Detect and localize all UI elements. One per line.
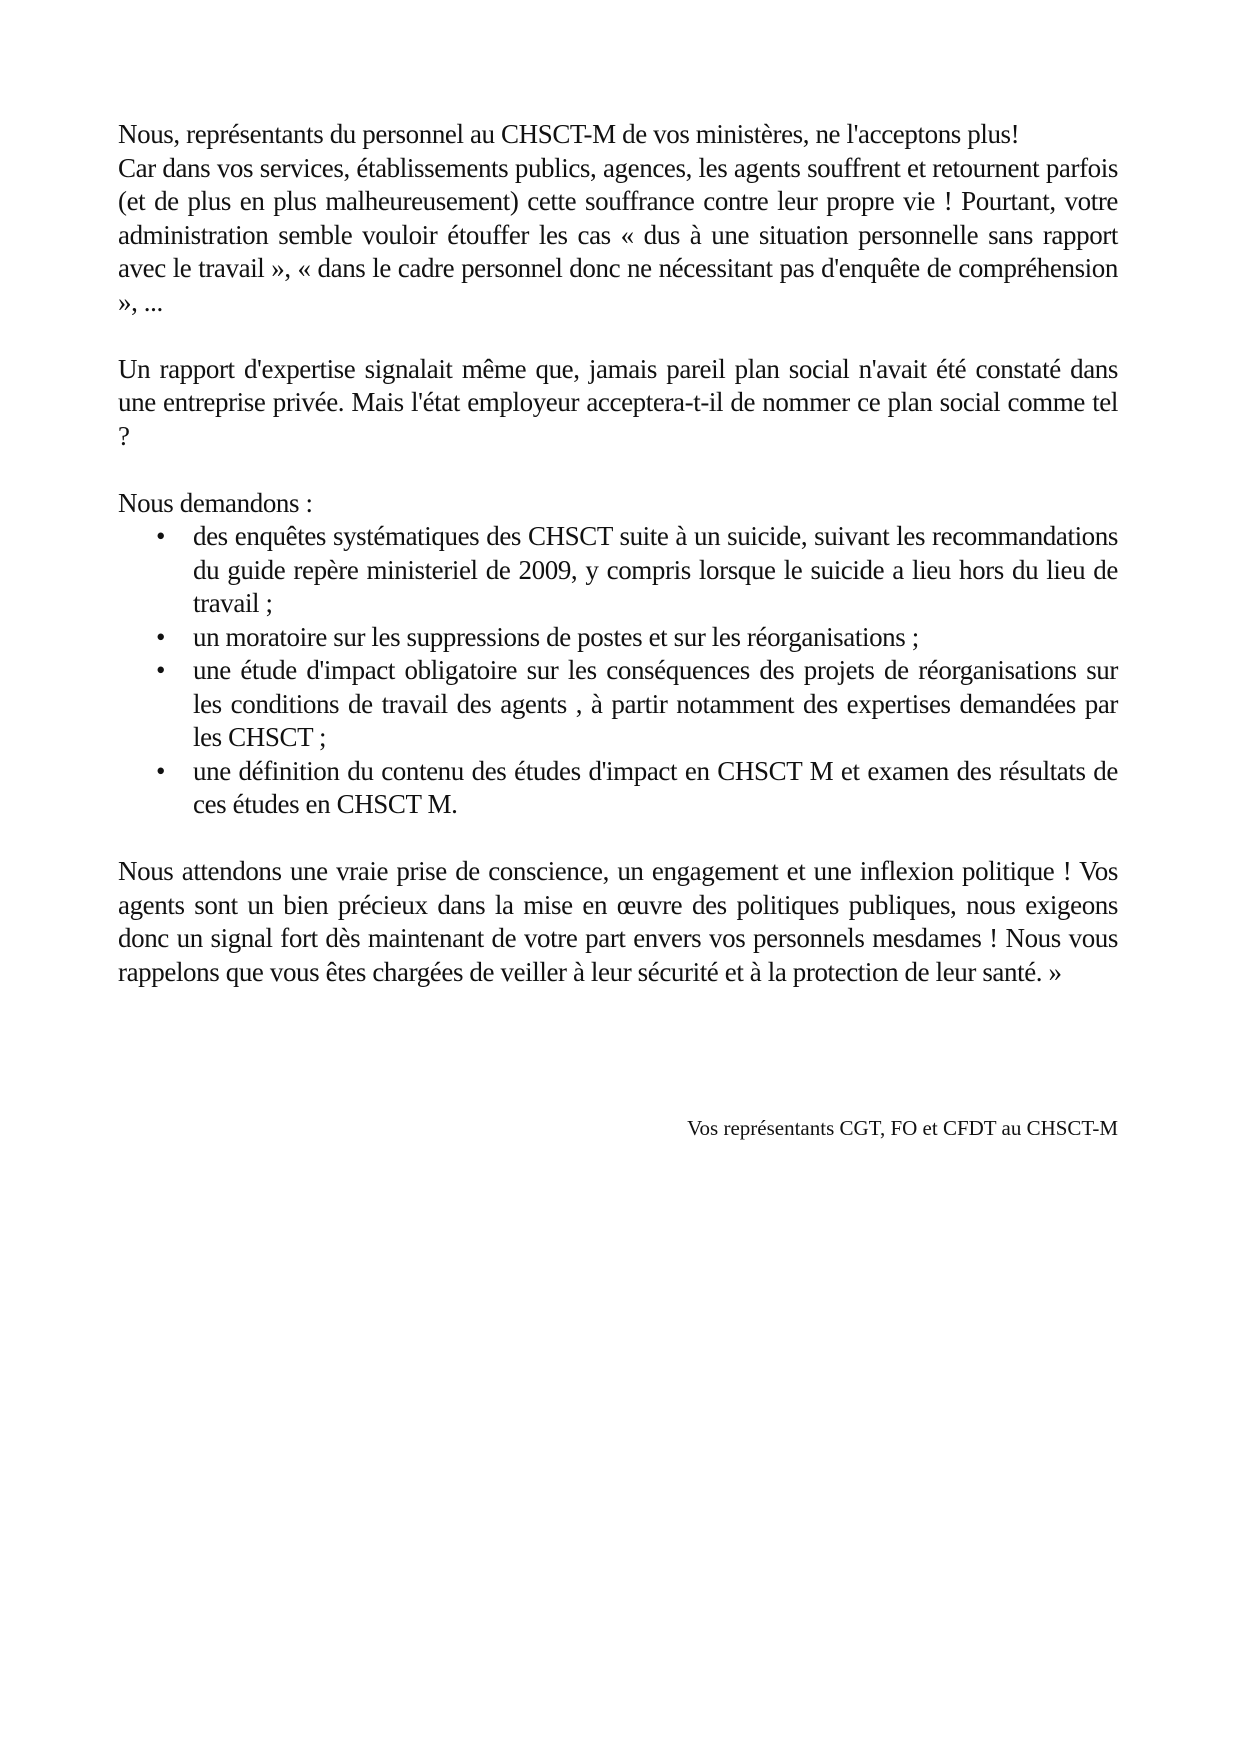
paragraph-spacer (118, 319, 1118, 353)
bullet-icon: • (156, 655, 166, 685)
intro-paragraph-2: Car dans vos services, établissements publics, agences, les agents souffrent et retournent parfois (et de plus en plus malheureusement) cette souffrance contre leur propre vie ! Pourtant, votre administration semble vouloir étouffer les cas « dus à une situation personnelle sans rapport avec le travail », « dans le cadre personnel donc ne nécessitant pas d'enquête de compréhension », ... (118, 152, 1118, 317)
demand-item (118, 654, 1118, 755)
signature: Vos représentants CGT, FO et CFDT au CHSCT-M (687, 1116, 1118, 1140)
bullet-icon: • (156, 755, 166, 786)
demand-text: des enquêtes systématiques des CHSCT suite à un suicide, suivant les recommandations du guide repère ministeriel de 2009, y compris lorsque le suicide a lieu hors du lieu de travail ; (193, 521, 1118, 618)
demands-heading: Nous demandons : (118, 487, 313, 518)
demand-text: une étude d'impact obligatoire sur les conséquences des projets de réorganisations sur les conditions de travail des agents , à partir notamment des expertises demandées par les CHSCT ; (193, 655, 1118, 752)
paragraph-spacer (118, 822, 1118, 856)
demand-item (118, 520, 1118, 621)
paragraph-spacer (118, 453, 1118, 487)
intro-paragraph-1: Nous, représentants du personnel au CHSCT-M de vos ministères, ne l'acceptons plus! (118, 119, 1020, 149)
demand-item (118, 755, 1118, 822)
closing-paragraph: Nous attendons une vraie prise de conscience, un engagement et une inflexion politique ! Vos agents sont un bien précieux dans la mise en œuvre des politiques publiques, nous exigeons donc un signal fort dès maintenant de votre part envers vos personnels mesdames ! Nous vous rappelons que vous êtes chargées de veiller à leur sécurité et à la protection de leur santé. » (118, 856, 1118, 987)
letter-body (118, 118, 1118, 989)
demand-text: un moratoire sur les suppressions de postes et sur les réorganisations ; (193, 621, 919, 652)
demand-text: une définition du contenu des études d'impact en CHSCT M et examen des résultats de ces études en CHSCT M. (193, 755, 1118, 819)
demands-list (118, 520, 1118, 822)
demand-item (118, 621, 1118, 655)
expertise-paragraph: Un rapport d'expertise signalait même que, jamais pareil plan social n'avait été constaté dans une entreprise privée. Mais l'état employeur acceptera-t-il de nommer ce plan social comme tel ? (118, 353, 1118, 451)
bullet-icon: • (156, 621, 166, 652)
bullet-icon: • (156, 521, 166, 551)
